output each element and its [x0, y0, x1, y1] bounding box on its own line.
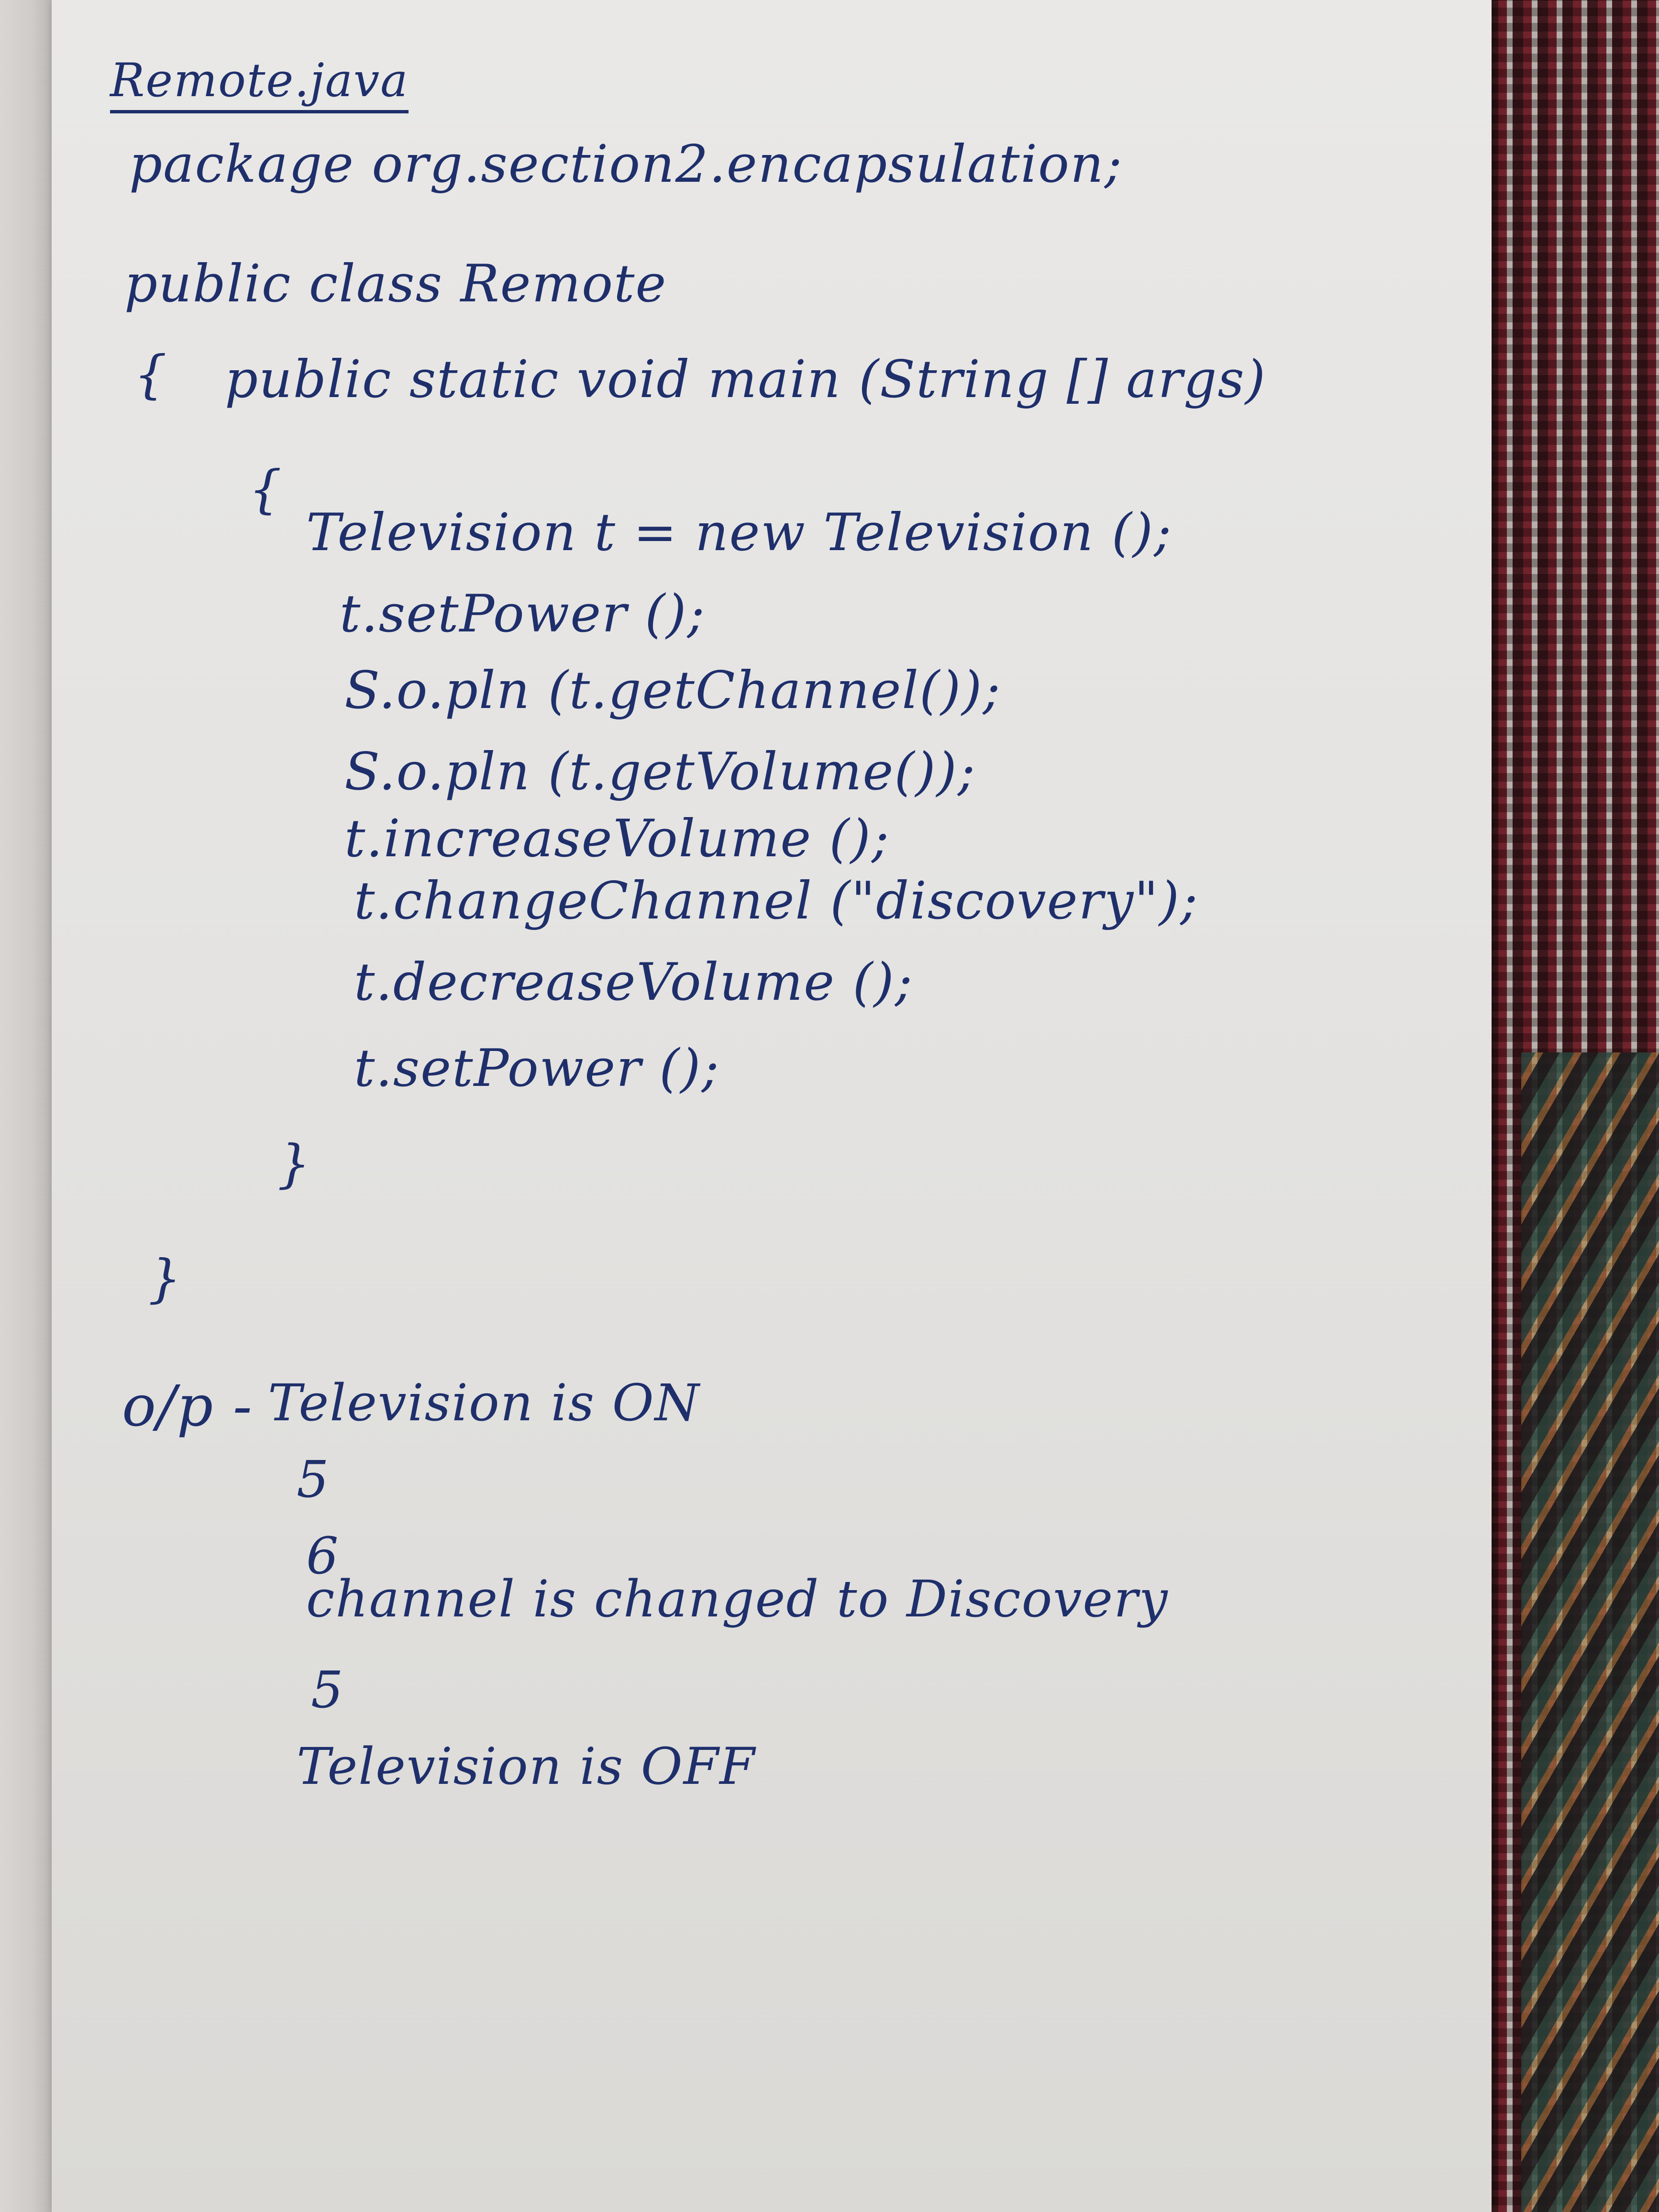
code-line-change-channel: t.changeChannel ("discovery"); [354, 871, 1199, 931]
background-fabric-lower [1521, 1052, 1659, 2212]
output-line-tv-on: Television is ON [268, 1373, 700, 1432]
code-line-setpower-2: t.setPower (); [354, 1039, 720, 1098]
output-line-tv-off: Television is OFF [297, 1737, 756, 1796]
code-line-main-open-brace: { [249, 460, 283, 520]
code-line-class-close-brace: } [148, 1249, 182, 1309]
output-line-volume-after: 5 [311, 1660, 344, 1719]
code-line-print-volume: S.o.pln (t.getVolume()); [344, 742, 976, 802]
output-line-volume-value: 6 [306, 1526, 340, 1585]
code-line-main-close-brace: } [277, 1134, 311, 1194]
code-line-class: public class Remote [124, 254, 667, 314]
output-line-channel-value: 5 [297, 1450, 330, 1509]
code-line-package: package org.section2.encapsulation; [129, 134, 1123, 194]
page-gutter [0, 0, 53, 2212]
code-line-television-new: Television t = new Television (); [306, 503, 1172, 563]
code-line-print-channel: S.o.pln (t.getChannel()); [344, 661, 1001, 720]
notebook-page [52, 0, 1492, 2212]
code-line-increase-volume: t.increaseVolume (); [344, 809, 890, 869]
file-title: Remote.java [110, 57, 409, 113]
output-label: o/p - [122, 1373, 253, 1439]
code-line-main: public static void main (String [] args) [225, 350, 1266, 409]
code-line-decrease-volume: t.decreaseVolume (); [354, 952, 914, 1012]
code-line-class-open-brace: { [134, 345, 168, 405]
code-line-setpower-1: t.setPower (); [340, 584, 706, 644]
output-line-channel-changed: channel is changed to Discovery [306, 1570, 1169, 1628]
